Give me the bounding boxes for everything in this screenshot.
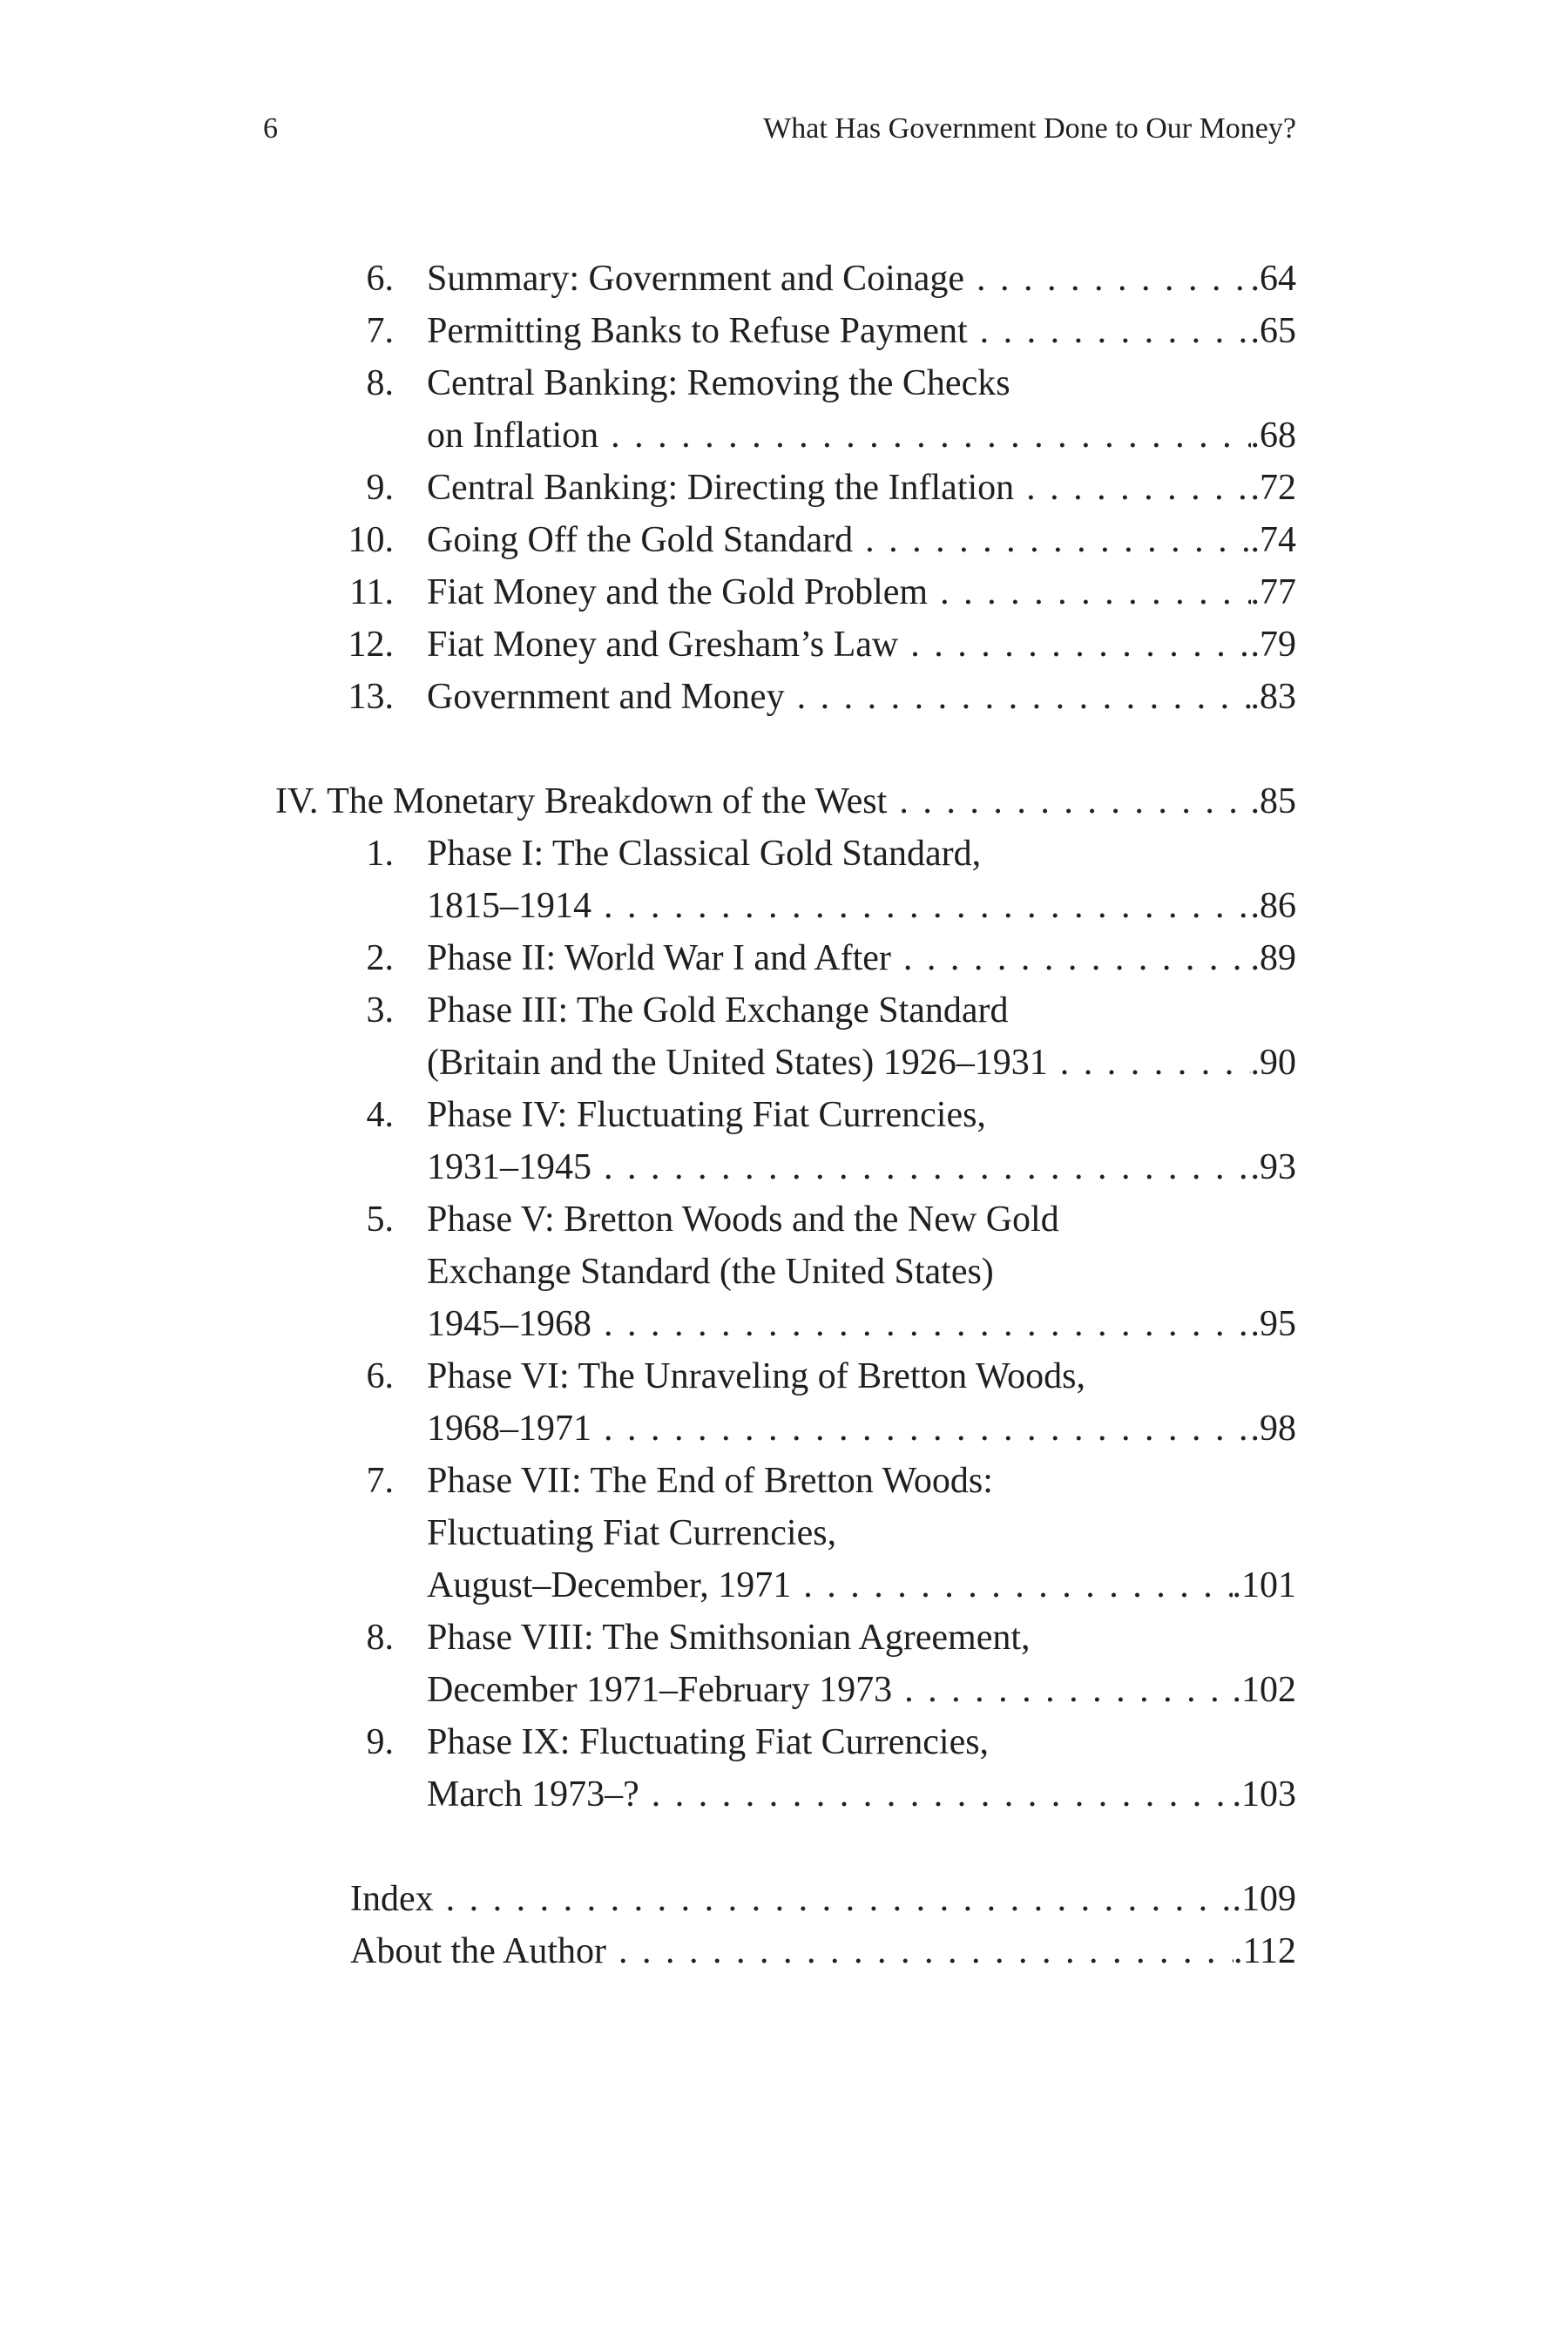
- dot-leader: [892, 1664, 1232, 1716]
- toc-entry-page: .72: [1250, 468, 1296, 508]
- dot-leader: [968, 305, 1251, 357]
- dot-leader: [791, 1559, 1232, 1612]
- toc-entry-title: Exchange Standard (the United States): [427, 1252, 994, 1292]
- toc-entry: [0, 305, 1568, 357]
- toc-entry-page: .89: [1250, 938, 1296, 978]
- toc-entry-title: Fiat Money and the Gold Problem: [427, 572, 929, 612]
- toc-entry-title: Phase VIII: The Smithsonian Agreement,: [427, 1618, 1031, 1658]
- toc-entry-page: .90: [1250, 1043, 1296, 1083]
- toc-entry-number: 2.: [366, 938, 394, 978]
- toc-entry-page: .98: [1250, 1409, 1296, 1449]
- dot-leader: [598, 409, 1250, 462]
- toc-entry-continuation: [0, 1768, 1568, 1821]
- toc-entry-number: 5.: [366, 1200, 394, 1240]
- toc-entry-title: 1945–1968: [427, 1304, 591, 1344]
- dot-leader: [639, 1768, 1233, 1821]
- table-of-contents: [0, 253, 1568, 1977]
- toc-entry-continuation: [0, 1298, 1568, 1350]
- toc-entry: [0, 514, 1568, 566]
- toc-entry-continuation: [0, 1507, 1568, 1559]
- toc-entry-continuation: [0, 1402, 1568, 1455]
- toc-entry-title: (Britain and the United States) 1926–1931: [427, 1043, 1048, 1083]
- toc-entry: [0, 984, 1568, 1037]
- toc-entry-number: 6.: [366, 259, 394, 299]
- dot-leader: [891, 932, 1251, 984]
- toc-entry: [0, 566, 1568, 618]
- toc-entry-title: Central Banking: Removing the Checks: [427, 363, 1010, 403]
- toc-entry-number: 11.: [349, 572, 394, 612]
- toc-entry-page: .109: [1232, 1879, 1296, 1919]
- toc-entry-title: Phase II: World War I and After: [427, 938, 891, 978]
- toc-part-title: IV. The Monetary Breakdown of the West: [275, 781, 888, 821]
- toc-entry-page: .79: [1250, 625, 1296, 665]
- toc-entry-title: 1931–1945: [427, 1147, 591, 1187]
- toc-entry: [0, 932, 1568, 984]
- dot-leader: [853, 514, 1250, 566]
- toc-entry: [0, 462, 1568, 514]
- dot-leader: [1014, 462, 1250, 514]
- toc-entry-title: Fluctuating Fiat Currencies,: [427, 1513, 837, 1553]
- toc-entry: [0, 1716, 1568, 1768]
- toc-entry: [0, 618, 1568, 671]
- toc-entry-number: 12.: [348, 625, 394, 665]
- toc-entry-title: 1968–1971: [427, 1409, 591, 1449]
- toc-entry: [0, 828, 1568, 880]
- toc-entry-number: 9.: [366, 1722, 394, 1762]
- dot-leader: [1048, 1037, 1251, 1089]
- toc-entry-continuation: [0, 880, 1568, 932]
- toc-entry-number: 7.: [366, 1461, 394, 1501]
- dot-leader: [434, 1873, 1233, 1925]
- toc-entry-number: 3.: [366, 990, 394, 1031]
- dot-leader: [887, 775, 1250, 828]
- toc-entry-number: 7.: [366, 311, 394, 351]
- toc-entry-page: .112: [1233, 1931, 1296, 1971]
- toc-entry: [0, 253, 1568, 305]
- toc-entry-title: on Inflation: [427, 416, 599, 456]
- toc-entry-page: .74: [1250, 520, 1296, 560]
- dot-leader: [898, 618, 1250, 671]
- toc-entry: [0, 1612, 1568, 1664]
- toc-entry: [0, 357, 1568, 409]
- running-title: What Has Government Done to Our Money?: [763, 112, 1296, 145]
- toc-entry-page: .64: [1250, 259, 1296, 299]
- toc-backmatter-entry: [0, 1873, 1568, 1925]
- toc-entry-title: Phase III: The Gold Exchange Standard: [427, 990, 1009, 1031]
- section-spacer: [0, 723, 1568, 775]
- toc-entry-continuation: [0, 1246, 1568, 1298]
- dot-leader: [785, 671, 1251, 723]
- toc-entry-continuation: [0, 1559, 1568, 1612]
- toc-entry-title: Fiat Money and Gresham’s Law: [427, 625, 899, 665]
- toc-entry-title: Phase VII: The End of Bretton Woods:: [427, 1461, 993, 1501]
- toc-entry-title: About the Author: [350, 1931, 606, 1971]
- dot-leader: [591, 1298, 1251, 1350]
- toc-entry-title: Going Off the Gold Standard: [427, 520, 854, 560]
- toc-entry-number: 9.: [366, 468, 394, 508]
- toc-entry-page: .103: [1232, 1774, 1296, 1815]
- toc-entry-title: December 1971–February 1973: [427, 1670, 893, 1710]
- toc-entry-title: Phase I: The Classical Gold Standard,: [427, 834, 982, 874]
- toc-entry-page: .65: [1250, 311, 1296, 351]
- toc-entry-title: 1815–1914: [427, 886, 591, 926]
- toc-entry-title: Phase VI: The Unraveling of Bretton Woods,: [427, 1356, 1086, 1396]
- toc-entry-number: 6.: [366, 1356, 394, 1396]
- toc-entry-page: .77: [1250, 572, 1296, 612]
- section-spacer: [0, 1821, 1568, 1873]
- dot-leader: [591, 1141, 1251, 1193]
- toc-entry: [0, 1455, 1568, 1507]
- toc-entry-number: 13.: [348, 677, 394, 717]
- toc-entry: [0, 1350, 1568, 1402]
- toc-entry-continuation: [0, 409, 1568, 462]
- toc-entry: [0, 1089, 1568, 1141]
- toc-entry-number: 10.: [348, 520, 394, 560]
- toc-entry-title: Index: [350, 1879, 434, 1919]
- toc-entry: [0, 671, 1568, 723]
- toc-entry-number: 8.: [366, 1618, 394, 1658]
- toc-entry: [0, 1193, 1568, 1246]
- toc-entry-title: Phase IV: Fluctuating Fiat Currencies,: [427, 1095, 986, 1135]
- toc-entry-page: .68: [1250, 416, 1296, 456]
- dot-leader: [591, 1402, 1251, 1455]
- toc-entry-title: Phase IX: Fluctuating Fiat Currencies,: [427, 1722, 990, 1762]
- toc-entry-title: Government and Money: [427, 677, 785, 717]
- toc-entry-continuation: [0, 1664, 1568, 1716]
- page-number: 6: [263, 112, 278, 145]
- toc-part-heading: [0, 775, 1568, 828]
- toc-entry-page: .83: [1250, 677, 1296, 717]
- toc-entry-page: .86: [1250, 886, 1296, 926]
- toc-entry-title: Central Banking: Directing the Inflation: [427, 468, 1015, 508]
- toc-entry-page: .102: [1232, 1670, 1296, 1710]
- toc-entry-number: 4.: [366, 1095, 394, 1135]
- toc-entry-page: .93: [1250, 1147, 1296, 1187]
- toc-entry-page: .95: [1250, 1304, 1296, 1344]
- toc-backmatter-entry: [0, 1925, 1568, 1977]
- toc-entry-page: .85: [1250, 781, 1296, 821]
- dot-leader: [928, 566, 1250, 618]
- dot-leader: [964, 253, 1250, 305]
- toc-entry-title: March 1973–?: [427, 1774, 639, 1815]
- toc-entry-title: Permitting Banks to Refuse Payment: [427, 311, 968, 351]
- toc-entry-number: 1.: [366, 834, 394, 874]
- toc-entry-number: 8.: [366, 363, 394, 403]
- toc-entry-title: Summary: Government and Coinage: [427, 259, 965, 299]
- dot-leader: [591, 880, 1251, 932]
- toc-entry-continuation: [0, 1037, 1568, 1089]
- dot-leader: [606, 1925, 1233, 1977]
- toc-entry-title: August–December, 1971: [427, 1565, 792, 1605]
- toc-entry-title: Phase V: Bretton Woods and the New Gold: [427, 1200, 1059, 1240]
- toc-entry-continuation: [0, 1141, 1568, 1193]
- toc-entry-page: .101: [1232, 1565, 1296, 1605]
